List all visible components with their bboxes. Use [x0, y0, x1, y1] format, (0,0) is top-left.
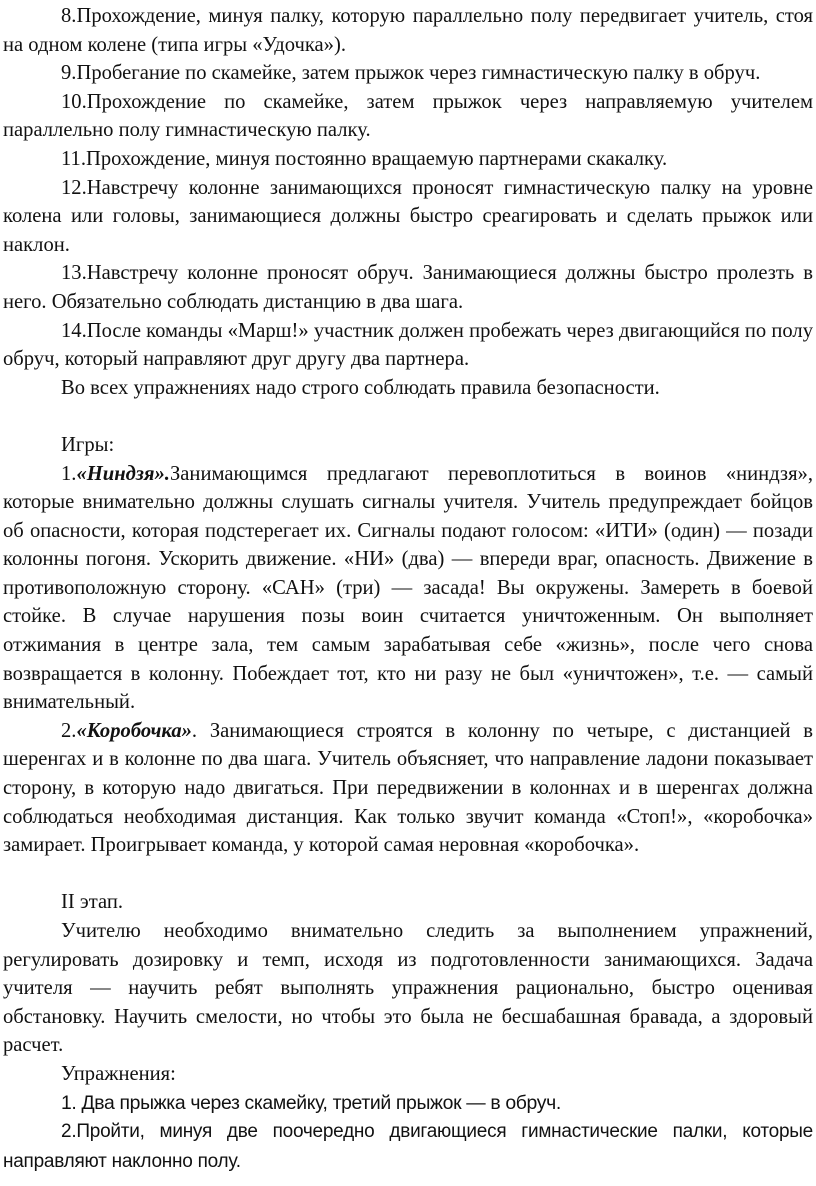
paragraph-safety: Во всех упражнениях надо строго соблюдать правила безопасности.	[61, 376, 660, 399]
blank-line	[3, 860, 813, 889]
paragraph-exercise-10: 10.Прохождение по скамейке, затем прыжок через направляемую учителем параллельно полу гимнастическую палку.	[3, 90, 813, 142]
paragraph-stage-2-exercise-2: 2.Пройти, минуя две поочередно двигающиеся гимнастические палки, которые направляют наклонно полу.	[3, 1121, 813, 1172]
paragraph-exercise-14: 14.После команды «Марш!» участник должен пробежать через двигающийся по полу обруч, который направляют друг другу два партнера.	[3, 319, 813, 371]
blank-line	[3, 402, 813, 431]
game-2-number: 2.	[61, 719, 77, 742]
game-1-text: Занимающимся предлагают перевоплотиться в воинов «ниндзя», которые внимательно должны слушать сигналы учителя. Учитель предупреждает бойцов об опасности, которая подстерегает их. Сигналы подают голосом: «ИТИ» (один) — позади колонны погоня. Ускорить движение. «НИ» (два) — впереди враг, опасность. Движение в противоположную сторону. «САН» (три) — засада! Вы окружены. Замереть в боевой стойке. В случае нарушения позы воин считается уничтоженным. Он выполняет отжимания в центре зала, тем самым зарабатывая себе «жизнь», после чего снова возвращается в колонну. Побеждает тот, кто ни разу не был «уничтожен», т.е. — самый внимательный.	[3, 462, 813, 714]
game-1-number: 1.	[61, 462, 77, 485]
paragraph-exercise-8: 8.Прохождение, минуя палку, которую параллельно полу передвигает учитель, стоя на одном колене (типа игры «Удочка»).	[3, 5, 813, 56]
paragraph-game-2	[3, 717, 813, 860]
game-2-title: «Коробочка»	[76, 719, 192, 742]
game-1-title: «Ниндзя».	[76, 462, 170, 485]
paragraph-stage-2-intro: Учителю необходимо внимательно следить за выполнением упражнений, регулировать дозировку и темп, исходя из подготовленности занимающихся. Задача учителя — научить ребят выполнять упражнения рационально, быстро оценивая обстановку. Научить смелости, но чтобы это была не бесшабашная бравада, а здоровый расчет.	[3, 920, 813, 1057]
paragraph-exercise-12: 12.Навстречу колонне занимающихся проносят гимнастическую палку на уровне колена или головы, занимающиеся должны быстро среагировать и сделать прыжок или наклон.	[3, 176, 813, 256]
game-2-text: . Занимающиеся строятся в колонну по четыре, с дистанцией в шеренгах и в колонне по два шага. Учитель объясняет, что направление ладони показывает сторону, в которую надо двигаться. При передвижении в колоннах и в шеренгах должна соблюдаться необходимая дистанция. Как только звучит команда «Стоп!», «коробочка» замирает. Проигрывает команда, у которой самая неровная «коробочка».	[3, 719, 813, 857]
paragraph-exercise-13: 13.Навстречу колонне проносят обруч. Занимающиеся должны быстро пролезть в него. Обязательно соблюдать дистанцию в два шага.	[3, 262, 813, 313]
paragraph-stage-2-exercise-1: 1. Два прыжка через скамейку, третий прыжок — в обруч.	[61, 1091, 561, 1114]
exercises-heading: Упражнения:	[61, 1062, 176, 1085]
paragraph-exercise-11: 11.Прохождение, минуя постоянно вращаемую партнерами скакалку.	[61, 147, 668, 170]
games-heading: Игры:	[61, 433, 115, 456]
paragraph-exercise-9: 9.Пробегание по скамейке, затем прыжок через гимнастическую палку в обруч.	[61, 62, 761, 85]
stage-2-heading: II этап.	[61, 891, 123, 914]
paragraph-game-1	[3, 460, 813, 717]
